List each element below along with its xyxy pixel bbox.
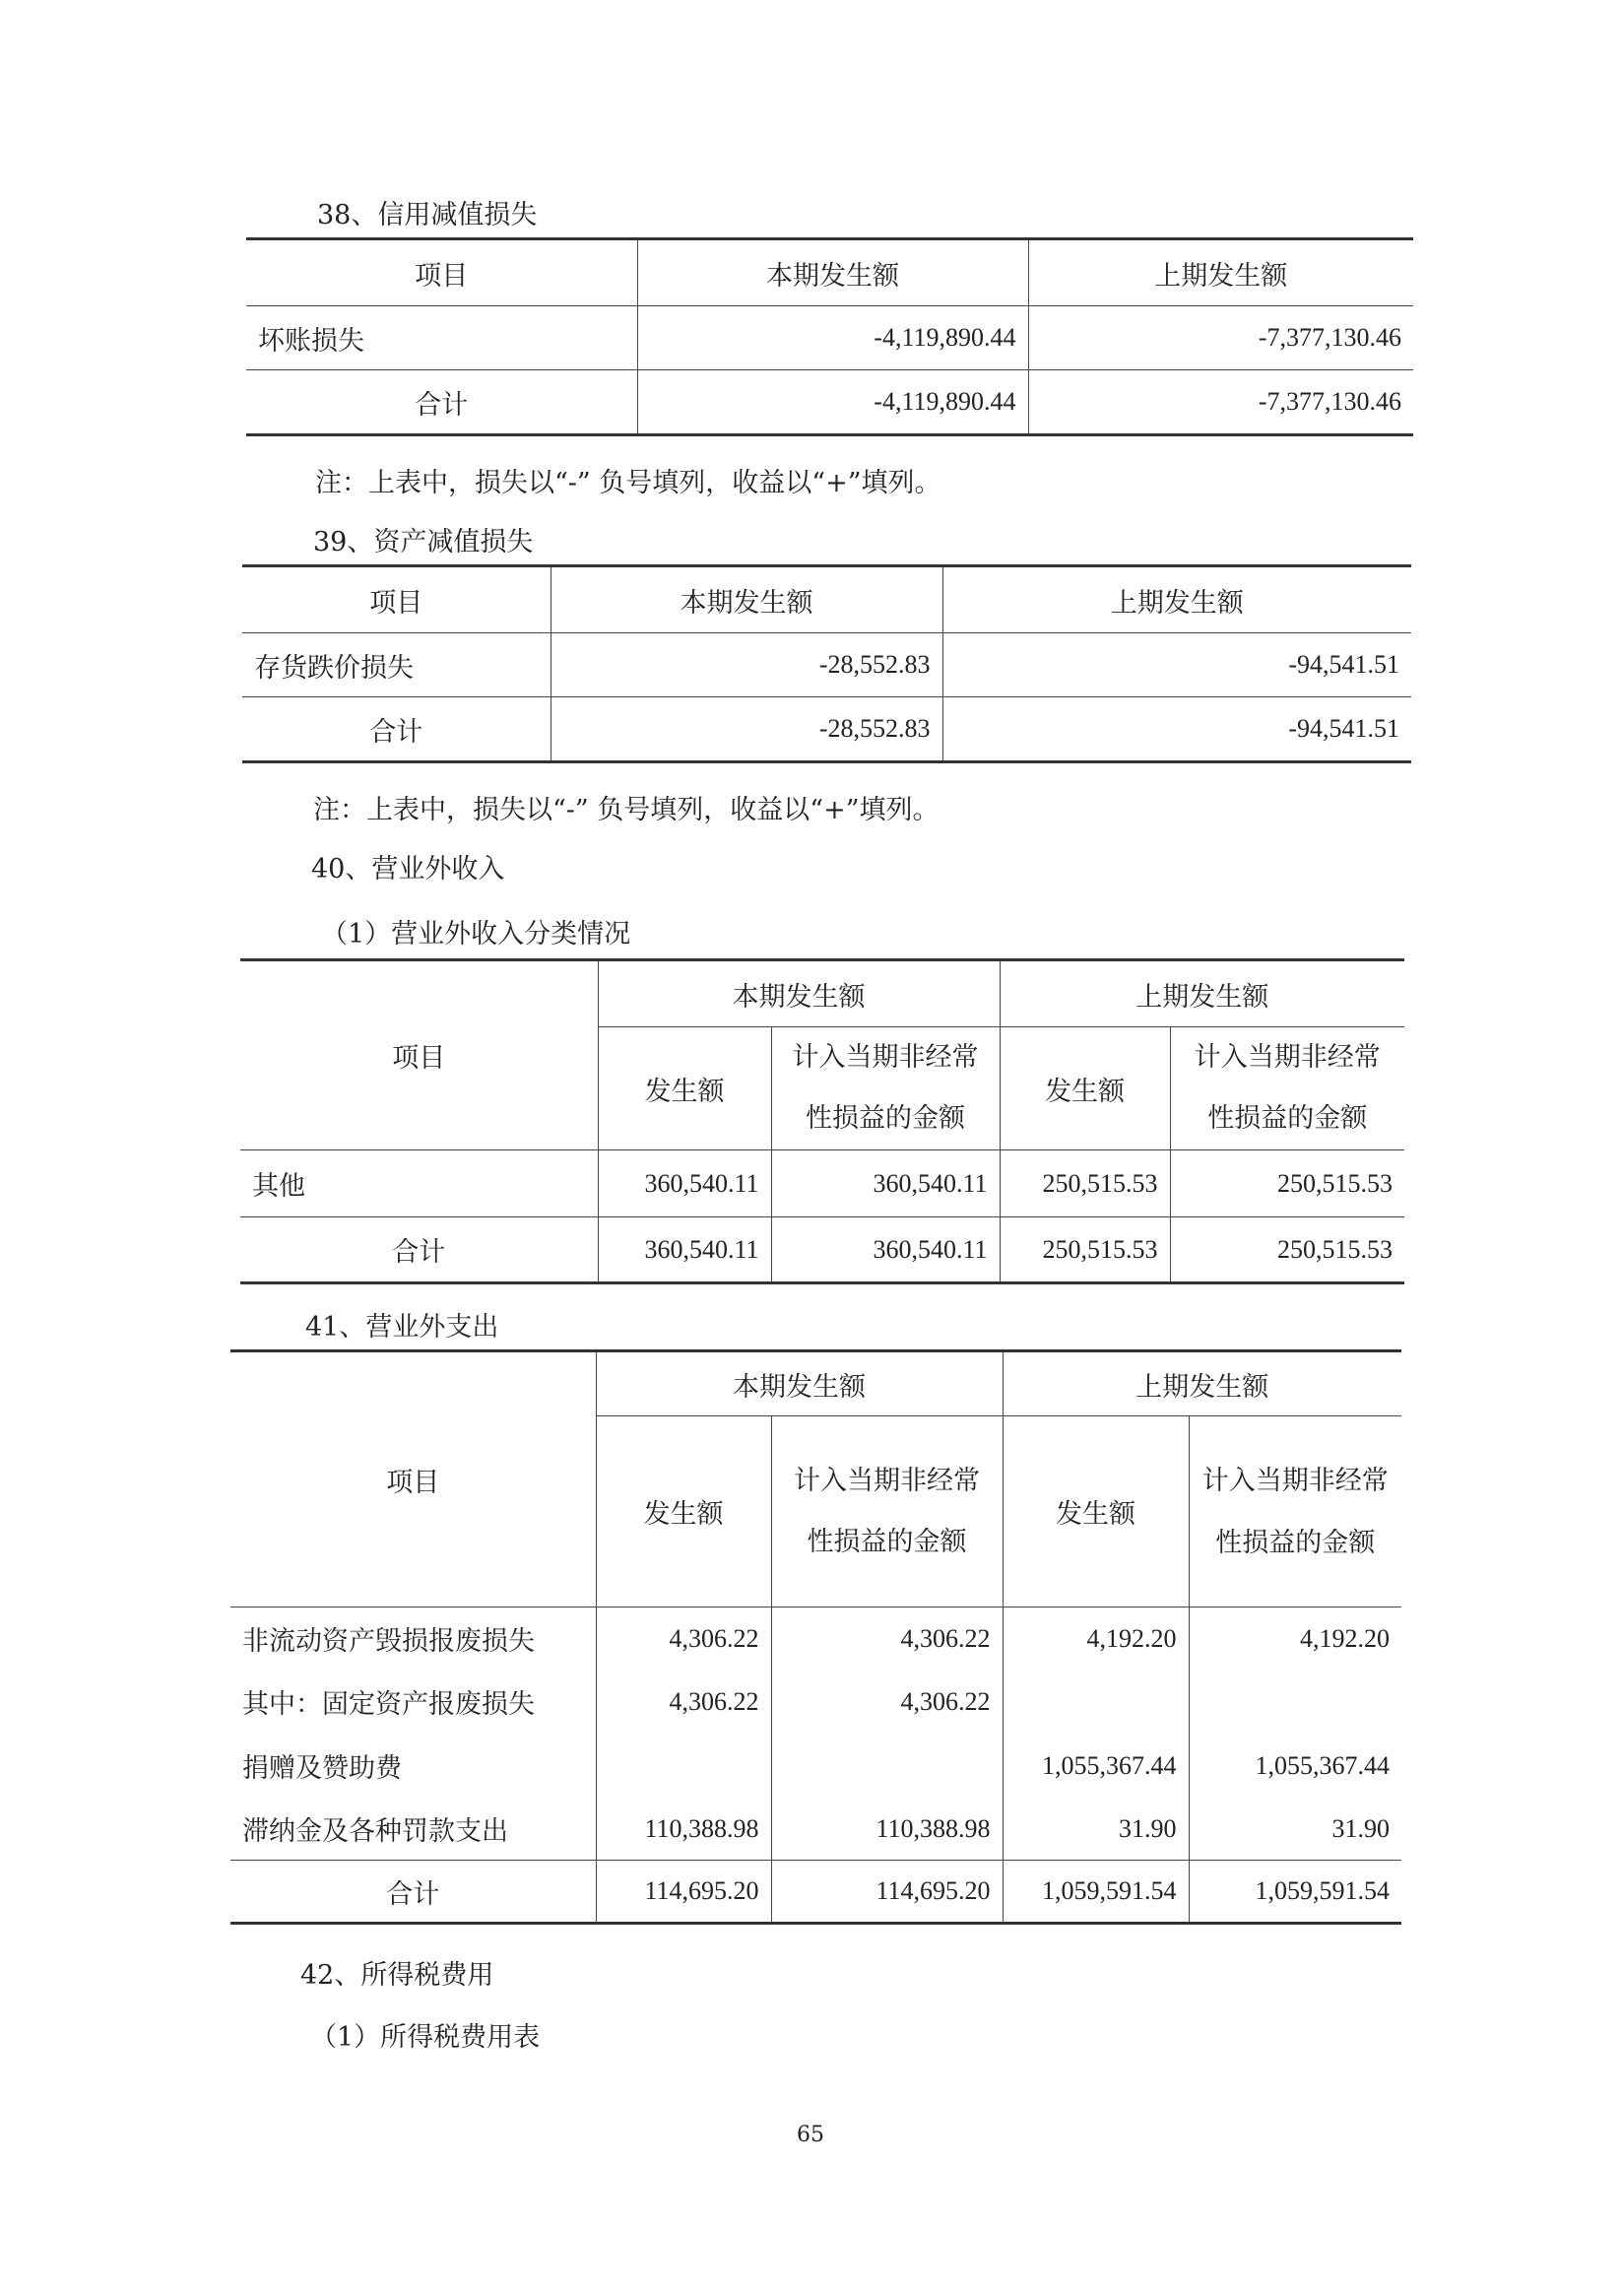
row-cur-nonrec: [771, 1734, 1003, 1799]
row-pri-nonrec: [1189, 1671, 1401, 1734]
header-nonrecurring: 计入当期非经常性损益的金额: [1170, 1027, 1404, 1150]
table-row: [240, 1150, 1404, 1217]
page-number: 65: [797, 2123, 824, 2147]
table-row-total: [246, 370, 1413, 435]
table-row-total: [230, 1861, 1401, 1924]
header-amount: 发生额: [1000, 1027, 1170, 1150]
header-current: 本期发生额: [637, 239, 1028, 306]
section-42-heading: 42、所得税费用: [300, 1960, 494, 1991]
row-cur-nonrec: 360,540.11: [771, 1150, 1000, 1217]
asset-impairment-table: [242, 564, 1411, 763]
header-nonrecurring: 计入当期非经常性损益的金额: [771, 1027, 1000, 1150]
section-42-subheading: （1）所得税费用表: [310, 2022, 541, 2053]
table-row-total: [242, 697, 1411, 762]
row-item: 捐赠及赞助费: [230, 1734, 596, 1799]
table-header-row: [246, 239, 1413, 306]
row-cur-amount: 4,306.22: [596, 1671, 771, 1734]
row-cur-nonrec: 4,306.22: [771, 1671, 1003, 1734]
row-pri-nonrec: 250,515.53: [1170, 1150, 1404, 1217]
header-prior: 上期发生额: [1003, 1351, 1401, 1416]
row-pri-nonrec: 1,055,367.44: [1189, 1734, 1401, 1799]
header-nonrecurring: 计入当期非经常性损益的金额: [771, 1416, 1003, 1607]
header-amount: 发生额: [1003, 1416, 1189, 1607]
row-current: -28,552.83: [551, 697, 942, 762]
row-pri-amount: [1003, 1671, 1189, 1734]
header-item: 项目: [230, 1351, 596, 1607]
row-pri-amount: 250,515.53: [1000, 1150, 1170, 1217]
row-pri-amount: 250,515.53: [1000, 1217, 1170, 1283]
row-item: 合计: [240, 1217, 598, 1283]
row-prior: -7,377,130.46: [1028, 370, 1413, 435]
header-nonrecurring: 计入当期非经常性损益的金额: [1189, 1416, 1401, 1607]
section-41-heading: 41、营业外支出: [305, 1312, 499, 1343]
row-pri-amount: 4,192.20: [1003, 1607, 1189, 1671]
row-prior: -7,377,130.46: [1028, 306, 1413, 370]
row-pri-amount: 1,055,367.44: [1003, 1734, 1189, 1799]
header-prior: 上期发生额: [942, 566, 1411, 633]
row-item: 存货跌价损失: [242, 633, 551, 697]
row-item: 滞纳金及各种罚款支出: [230, 1799, 596, 1861]
header-item: 项目: [240, 960, 598, 1150]
credit-impairment-table: [246, 237, 1413, 436]
row-pri-amount: 1,059,591.54: [1003, 1861, 1189, 1924]
table-row: [230, 1799, 1401, 1861]
row-pri-nonrec: 250,515.53: [1170, 1217, 1404, 1283]
row-cur-nonrec: 110,388.98: [771, 1799, 1003, 1861]
row-cur-amount: 4,306.22: [596, 1607, 771, 1671]
row-item: 其他: [240, 1150, 598, 1217]
row-item: 坏账损失: [246, 306, 637, 370]
row-cur-nonrec: 360,540.11: [771, 1217, 1000, 1283]
row-cur-nonrec: 114,695.20: [771, 1861, 1003, 1924]
table-header-row: [230, 1351, 1401, 1416]
row-cur-amount: [596, 1734, 771, 1799]
table-row: [230, 1671, 1401, 1734]
section-39-note: 注：上表中，损失以“-” 负号填列，收益以“+”填列。: [313, 795, 940, 825]
row-current: -28,552.83: [551, 633, 942, 697]
header-item: 项目: [242, 566, 551, 633]
row-current: -4,119,890.44: [637, 370, 1028, 435]
section-40-heading: 40、营业外收入: [311, 854, 505, 885]
table-header-row: [240, 960, 1404, 1027]
row-cur-nonrec: 4,306.22: [771, 1607, 1003, 1671]
section-38-heading: 38、信用减值损失: [317, 200, 538, 230]
header-current: 本期发生额: [598, 960, 1000, 1027]
row-cur-amount: 114,695.20: [596, 1861, 771, 1924]
section-39-heading: 39、资产减值损失: [313, 527, 534, 558]
header-item: 项目: [246, 239, 637, 306]
row-pri-nonrec: 1,059,591.54: [1189, 1861, 1401, 1924]
row-pri-amount: 31.90: [1003, 1799, 1189, 1861]
row-current: -4,119,890.44: [637, 306, 1028, 370]
row-item: 其中：固定资产报废损失: [230, 1671, 596, 1734]
table-header-row: [242, 566, 1411, 633]
table-row: [230, 1734, 1401, 1799]
header-current: 本期发生额: [596, 1351, 1003, 1416]
header-prior: 上期发生额: [1028, 239, 1413, 306]
header-amount: 发生额: [598, 1027, 771, 1150]
table-row: [246, 306, 1413, 370]
row-prior: -94,541.51: [942, 633, 1411, 697]
row-prior: -94,541.51: [942, 697, 1411, 762]
row-pri-nonrec: 31.90: [1189, 1799, 1401, 1861]
header-prior: 上期发生额: [1000, 960, 1404, 1027]
row-pri-nonrec: 4,192.20: [1189, 1607, 1401, 1671]
header-amount: 发生额: [596, 1416, 771, 1607]
row-item: 合计: [242, 697, 551, 762]
row-item: 合计: [230, 1861, 596, 1924]
non-operating-expense-table: [230, 1349, 1401, 1925]
section-40-subheading: （1）营业外收入分类情况: [321, 919, 631, 950]
section-38-note: 注：上表中，损失以“-” 负号填列，收益以“+”填列。: [315, 468, 941, 498]
row-cur-amount: 360,540.11: [598, 1150, 771, 1217]
header-current: 本期发生额: [551, 566, 942, 633]
table-row: [230, 1607, 1401, 1671]
table-row: [242, 633, 1411, 697]
non-operating-income-table: [240, 958, 1404, 1284]
row-item: 合计: [246, 370, 637, 435]
row-cur-amount: 110,388.98: [596, 1799, 771, 1861]
row-cur-amount: 360,540.11: [598, 1217, 771, 1283]
row-item: 非流动资产毁损报废损失: [230, 1607, 596, 1671]
table-row-total: [240, 1217, 1404, 1283]
